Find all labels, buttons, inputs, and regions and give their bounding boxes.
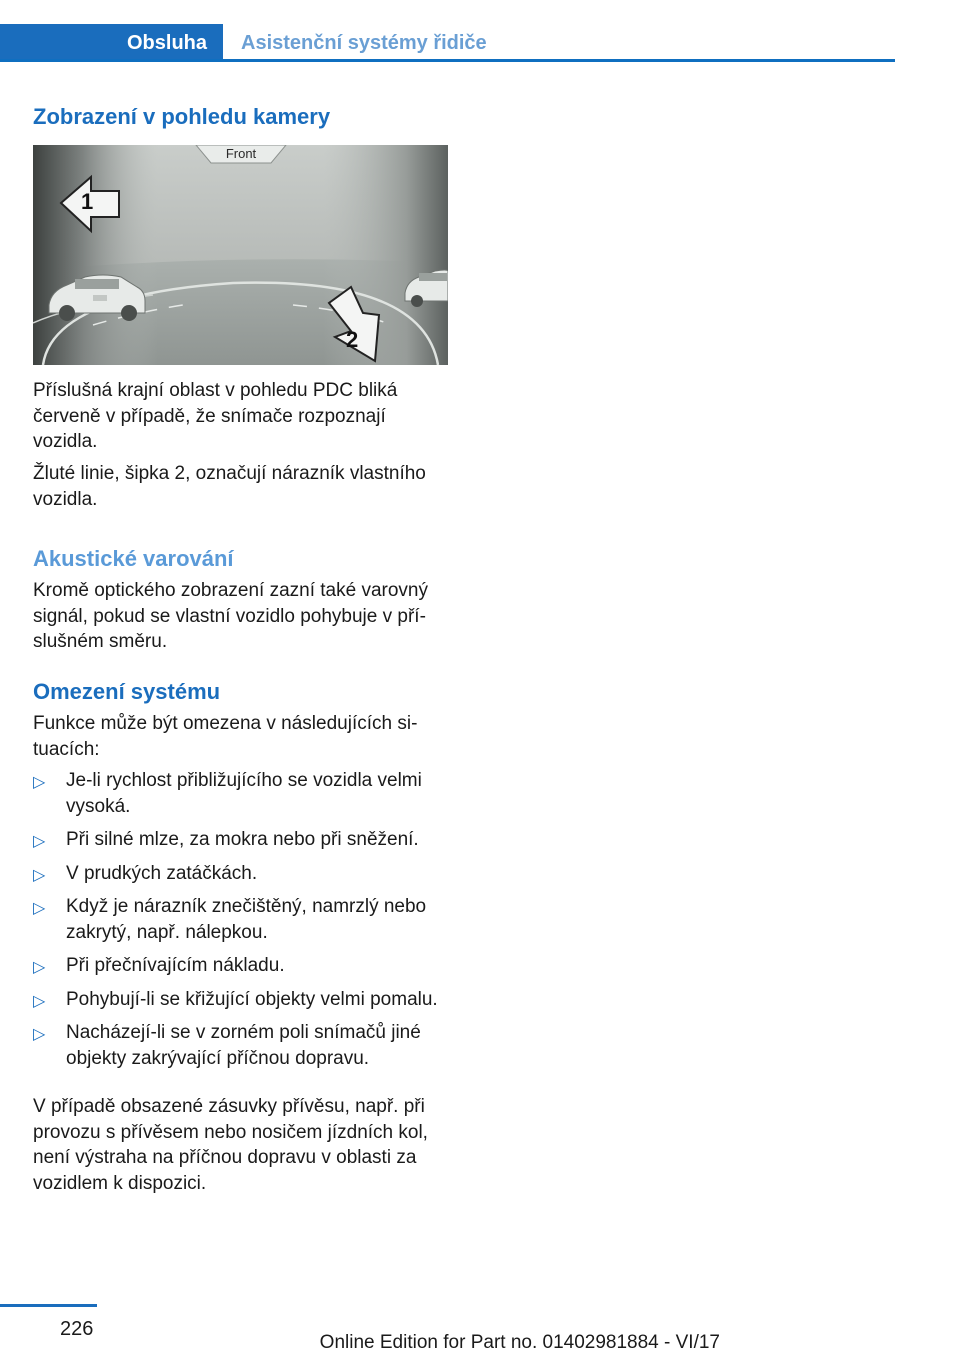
list-item <box>33 1020 445 1071</box>
list-item-text: Je-li rychlost přibližujícího se vozidla velmi vysoká. <box>66 770 422 817</box>
triangle-bullet-icon: ▷ <box>33 959 46 976</box>
camera-para-1: Příslušná krajní oblast v pohledu PDC bliká červeně v případě, že snímače rozpoznají vozidla. <box>33 380 398 452</box>
triangle-bullet-icon: ▷ <box>33 833 46 850</box>
camera-view-figure <box>33 145 448 365</box>
tab-asistencni-systemy[interactable]: Asistenční systémy řidiče <box>241 31 487 54</box>
limits-list <box>33 768 445 1071</box>
camera-view-illustration <box>33 145 448 365</box>
acoustic-para: Kromě optického zobrazení zazní také varovný signál, pokud se vlastní vozidlo pohybuje v příslušném směru. <box>33 580 428 652</box>
list-item-text: Když je nárazník znečištěný, namrzlý nebo zakrytý, např. nálepkou. <box>66 896 427 943</box>
page-header <box>0 0 895 62</box>
list-item-text: Při silné mlze, za mokra nebo při sněžení. <box>66 829 419 850</box>
triangle-bullet-icon: ▷ <box>33 774 46 791</box>
list-item <box>33 987 445 1013</box>
page-number: 226 <box>60 1318 94 1340</box>
front-label: Front <box>225 146 257 161</box>
triangle-bullet-icon: ▷ <box>33 1026 46 1043</box>
list-item <box>33 894 445 945</box>
list-item-text: V prudkých zatáčkách. <box>66 862 258 884</box>
section-title-acoustic: Akustické varování <box>33 546 234 571</box>
triangle-bullet-icon: ▷ <box>33 900 46 917</box>
list-item <box>33 861 445 887</box>
triangle-bullet-icon: ▷ <box>33 866 46 884</box>
list-item <box>33 768 445 819</box>
list-item-text: Nacházejí-li se v zorném poli snímačů jiné objekty zakrývající příčnou dopravu. <box>66 1022 421 1069</box>
section-title-camera: Zobrazení v pohledu kamery <box>33 104 331 129</box>
section-title-limits: Omezení systému <box>33 679 221 704</box>
camera-para-2: Žluté linie, šipka 2, označují nárazník vlastního vozidla. <box>33 463 426 510</box>
limits-intro: Funkce může být omezena v následujících situacích: <box>33 713 418 760</box>
list-item-text: Pohybují-li se křižující objekty velmi pomalu. <box>66 988 438 1010</box>
marker-2-label: 2 <box>346 327 359 352</box>
tab-obsluha[interactable]: Obsluha <box>0 24 223 62</box>
list-item-text: Při přečnívajícím nákladu. <box>66 955 285 976</box>
edition-note: Online Edition for Part no. 01402981884 - VI/17 <box>319 1332 720 1353</box>
limits-closing: V případě obsazené zásuvky přívěsu, např. při provozu s přívěsem nebo nosičem jízdních kol, není výstraha na příčnou dopravu v oblasti za vozidlem k dispozici. <box>33 1096 428 1194</box>
list-item <box>33 953 445 979</box>
header-rule <box>0 59 895 62</box>
list-item <box>33 827 445 853</box>
triangle-bullet-icon: ▷ <box>33 992 46 1010</box>
footer-rule <box>0 1304 97 1307</box>
marker-1-label: 1 <box>81 189 94 214</box>
